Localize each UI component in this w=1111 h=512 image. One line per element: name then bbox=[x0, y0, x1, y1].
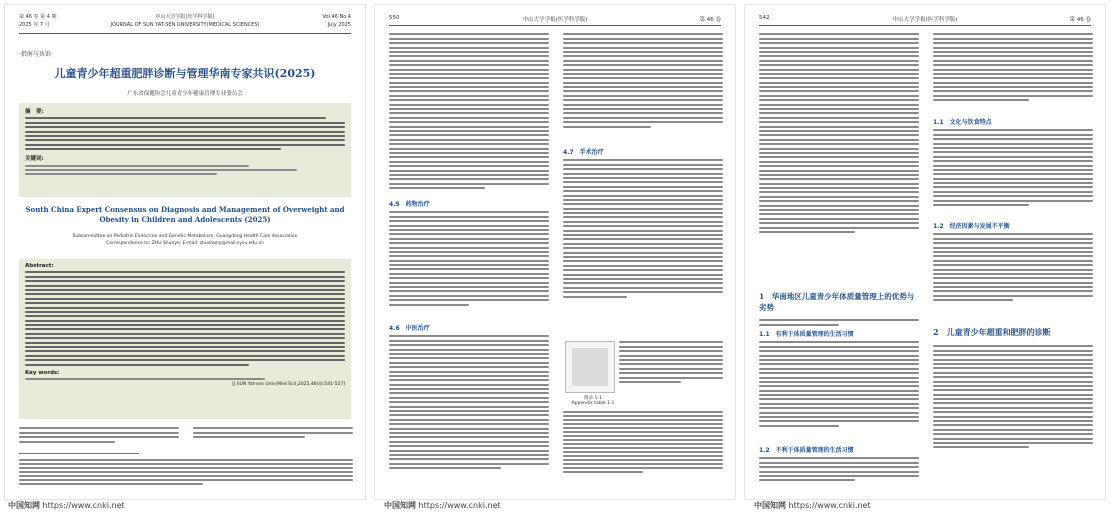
page-1 bbox=[4, 4, 366, 500]
title-en: South China Expert Consensus on Diagnosis and Management of Overweight and Obesity in Children and Adolescents (2025) bbox=[25, 205, 345, 224]
keywords-en-label: Key words: bbox=[25, 369, 60, 376]
col-left-top bbox=[389, 31, 549, 191]
citation: [J SUN Yat-sen Univ(Med Sci),2025,46(4):541-557] bbox=[232, 382, 345, 388]
footnote bbox=[19, 457, 353, 487]
col-right-mid bbox=[563, 157, 723, 300]
abstract-en-label: Abstract: bbox=[25, 263, 54, 269]
abstract-cn-box bbox=[19, 103, 351, 197]
col-left-lower bbox=[759, 339, 919, 429]
page-3 bbox=[744, 4, 1106, 500]
col-right-bottom bbox=[563, 409, 723, 475]
page-2 bbox=[374, 4, 736, 500]
header-volume: 第 46 卷 bbox=[699, 17, 721, 23]
page-1-header bbox=[19, 11, 351, 34]
header-journal-cn: 中山大学学报(医学科学版) bbox=[155, 14, 215, 20]
figure-caption: 附录 1-1 bbox=[584, 396, 602, 401]
header-journal: 中山大学学报(医学科学版) bbox=[892, 17, 958, 23]
section-4-6: 4.6 中医治疗 bbox=[389, 325, 430, 332]
col-left-mid bbox=[759, 317, 919, 328]
authors-cn: 广东省保健协会儿童青少年健康管理专业委员会 bbox=[127, 91, 243, 97]
section-4-5: 4.5 药物治疗 bbox=[389, 201, 430, 208]
col-left-top bbox=[759, 31, 919, 235]
col-right-top bbox=[563, 31, 723, 130]
correspondence: Correspondence to: ZHU Shunye; E-mail: zhushuny@mail.sysu.edu.cn bbox=[106, 241, 264, 246]
section-1: 1 华南地区儿童青少年体质量管理上的优势与劣势 bbox=[759, 292, 915, 312]
section-2: 2 儿童青少年超重和肥胖的诊断 bbox=[933, 327, 1051, 337]
section-1-2b: 1.2 不利于体质量管理的生活习惯 bbox=[759, 447, 854, 454]
col-left-bottom bbox=[759, 455, 919, 484]
body-col-right bbox=[193, 425, 353, 441]
footer-url[interactable]: https://www.cnki.net bbox=[788, 501, 871, 510]
footer-url[interactable]: https://www.cnki.net bbox=[418, 501, 501, 510]
col-left-mid bbox=[389, 209, 549, 308]
col-right-top bbox=[933, 31, 1093, 104]
col-right-mid bbox=[933, 127, 1093, 208]
page-3-header bbox=[759, 13, 1091, 26]
cnki-logo: 中国知网 bbox=[384, 501, 416, 510]
body-col-left bbox=[19, 425, 179, 445]
figure-side-text bbox=[619, 339, 723, 385]
appendix-figure-image bbox=[565, 341, 615, 393]
section-1-1: 1.1 文化与饮食特点 bbox=[933, 119, 992, 126]
header-volume: 第 46 卷 第 4 期 bbox=[19, 14, 57, 20]
header-journal: 中山大学学报(医学科学版) bbox=[522, 17, 588, 23]
header-date: 2025 年 7 月 bbox=[19, 22, 50, 28]
abstract-en-text bbox=[25, 271, 345, 365]
section-1-1b: 1.1 有利于体质量管理的生活习惯 bbox=[759, 331, 854, 338]
page-number: 550 bbox=[389, 15, 400, 21]
footer-3 bbox=[754, 500, 871, 511]
section-1-2: 1.2 经济因素与发展不平衡 bbox=[933, 223, 1010, 230]
header-date-en: July 2025 bbox=[327, 22, 351, 28]
page-number: 542 bbox=[759, 15, 770, 21]
section-4-7: 4.7 手术治疗 bbox=[563, 149, 604, 156]
section-tag: ·指南与共识· bbox=[19, 51, 53, 58]
keywords-label: 关键词: bbox=[25, 156, 44, 163]
col-right-bottom bbox=[933, 343, 1093, 451]
page-2-header bbox=[389, 13, 721, 26]
footer-1 bbox=[8, 500, 125, 511]
header-journal-en: JOURNAL OF SUN YAT-SEN UNIVERSITY(MEDICAL SCIENCES) bbox=[110, 22, 260, 28]
header-vol-en: Vol.46 No.4 bbox=[322, 14, 351, 20]
authors-en: Subcommittee on Pediatric Endocrine and Genetic Metabolism, Guangdong Health Care Association bbox=[72, 234, 298, 239]
abstract-label: 摘 要: bbox=[25, 109, 44, 115]
abstract-cn-text bbox=[25, 117, 345, 150]
header-volume: 第 46 卷 bbox=[1069, 17, 1091, 23]
col-left-bottom bbox=[389, 333, 549, 472]
abstract-en-box bbox=[19, 259, 351, 419]
cnki-logo: 中国知网 bbox=[754, 501, 786, 510]
cnki-logo: 中国知网 bbox=[8, 501, 40, 510]
col-right-lower bbox=[933, 231, 1093, 304]
figure-caption-en: Appendix table 1-1 bbox=[571, 401, 615, 406]
footer-url[interactable]: https://www.cnki.net bbox=[42, 501, 125, 510]
title-cn: 儿童青少年超重肥胖诊断与管理华南专家共识(2025) bbox=[54, 67, 316, 80]
footer-2 bbox=[384, 500, 501, 511]
